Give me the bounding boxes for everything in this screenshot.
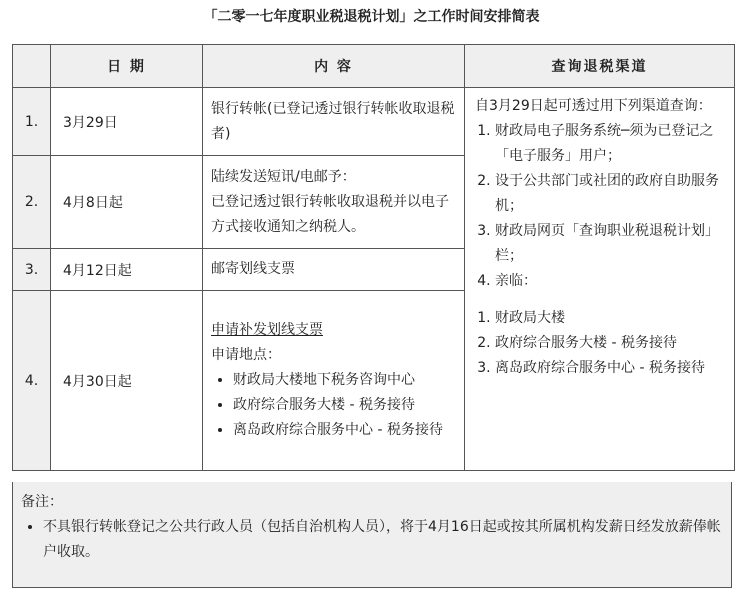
row-content [203, 291, 465, 471]
channel-item: 1. 财政局电子服务系统─须为已登记之「电子服务」用户； [495, 119, 724, 169]
row-number: 1. [13, 88, 51, 156]
header-content: 内 容 [203, 45, 465, 88]
channel-item: 3. 财政局网页「查询职业税退税计划」栏； [495, 219, 724, 269]
content-line: 已登记透过银行转帐收取退税并以电子方式接收通知之纳税人。 [211, 193, 449, 235]
note-list [21, 515, 723, 565]
note-label: 备注： [21, 494, 63, 510]
content-line: 陆续发送短讯/电邮予： [211, 168, 356, 185]
row-number: 3. [13, 249, 51, 291]
location-list [211, 368, 456, 443]
visit-location-list [475, 306, 724, 381]
location-item: • 财政局大楼地下税务咨询中心 [233, 368, 456, 393]
header-date: 日 期 [51, 45, 203, 88]
channel-list [475, 119, 724, 294]
row-content [203, 156, 465, 249]
schedule-table [12, 44, 735, 471]
content-heading: 申请补发划线支票 [211, 322, 323, 338]
channel-intro: 自3月29日起可透过用下列渠道查询： [475, 98, 712, 114]
note-item: • 不具银行转帐登记之公共行政人员（包括自治机构人员），将于4月16日起或按其所属机构发薪日经发放薪俸帐户收取。 [43, 515, 723, 565]
header-number [13, 45, 51, 88]
row-date: 4月12日起 [51, 249, 203, 291]
row-date: 4月30日起 [51, 291, 203, 471]
channel-cell [465, 88, 735, 471]
row-content: 银行转帐(已登记透过银行转帐收取退税者) [203, 88, 465, 156]
channel-item: 4. 亲临： [495, 269, 724, 294]
row-number: 4. [13, 291, 51, 471]
row-date: 3月29日 [51, 88, 203, 156]
visit-location: 3. 离岛政府综合服务中心 - 税务接待 [495, 356, 724, 381]
note-box [12, 482, 732, 588]
visit-location: 2. 政府综合服务大楼 - 税务接待 [495, 331, 724, 356]
channel-item: 2. 设于公共部门或社团的政府自助服务机； [495, 169, 724, 219]
header-channel: 查询退税渠道 [465, 45, 735, 88]
table-row [13, 88, 735, 156]
row-date: 4月8日起 [51, 156, 203, 249]
content-line: 申请地点： [211, 347, 281, 363]
location-item: • 政府综合服务大楼 - 税务接待 [233, 393, 456, 418]
location-item: • 离岛政府综合服务中心 - 税务接待 [233, 418, 456, 443]
row-content: 邮寄划线支票 [203, 249, 465, 291]
row-number: 2. [13, 156, 51, 249]
page-title: 「二零一七年度职业税退税计划」之工作时间安排简表 [203, 9, 540, 25]
table-header-row [13, 45, 735, 88]
visit-location: 1. 财政局大楼 [495, 306, 724, 331]
